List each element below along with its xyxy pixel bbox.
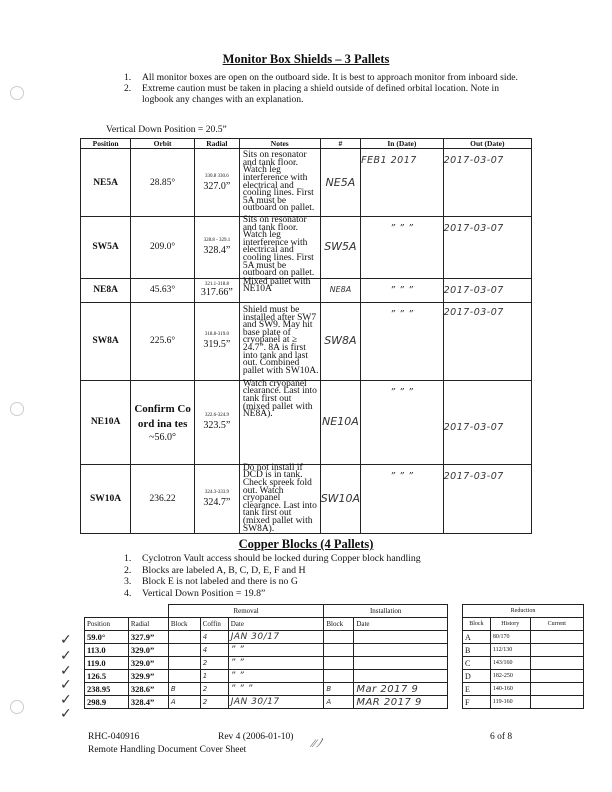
notes-cell: Mixed pallet with NE10A (239, 278, 320, 302)
punch-hole (10, 700, 24, 714)
table-row (81, 278, 532, 302)
table-header-row (85, 618, 448, 631)
reduction-title: Reduction (463, 605, 584, 618)
orbit-cell: 45.63° (131, 278, 195, 302)
confirm-coordinates-note: Confirm Co ord ina tes (134, 402, 191, 430)
list-item: 2. Extreme caution must be taken in placing a shield outside of defined orbital location. Note in logbook any changes with an explanation. (124, 83, 500, 106)
orbit-cell: 28.85° (131, 149, 195, 217)
page-title: Monitor Box Shields – 3 Pallets (222, 52, 390, 66)
installation-group-header: Installation (324, 605, 448, 618)
radial-cell: 328.8 - 329.1 328.4” (194, 217, 239, 279)
out-date-cell: 2017-03-07 (443, 278, 531, 302)
doc-id: RHC-040916 (88, 732, 140, 742)
checkmark-icon: ✓ (60, 648, 72, 664)
copper-notes-list (124, 553, 524, 599)
orbit-cell: 236.22 (131, 464, 195, 533)
radial-cell: 322.6-324.9 323.5” (194, 380, 239, 464)
notes-cell: Sits on resonator and tank floor. Watch leg interference with electrical and cooling lines. First 5A must be outboard on pallet. (239, 149, 320, 217)
table-row (81, 217, 532, 279)
table-group-header-row (85, 605, 448, 618)
number-cell: SW5A (320, 217, 360, 279)
col-header: Radial (128, 618, 168, 631)
table-row (81, 380, 532, 464)
table-row: B 112/130 (463, 644, 584, 657)
table-row: F 119-160 (463, 696, 584, 709)
checkmark-icon: ✓ (60, 692, 72, 708)
list-item: 1. Cyclotron Vault access should be locked during Copper block handling (124, 553, 421, 564)
col-header: Coffin (200, 618, 228, 631)
position-cell: SW5A (81, 217, 131, 279)
col-header: Position (81, 139, 131, 149)
vertical-position: Vertical Down Position = 20.5” (106, 124, 227, 135)
orbit-cell (131, 380, 195, 464)
position-cell: SW10A (81, 464, 131, 533)
table-row (81, 464, 532, 533)
table-row (81, 302, 532, 380)
punch-hole (10, 86, 24, 100)
radial-cell: 324.3-333.9 324.7” (194, 464, 239, 533)
position-cell: NE10A (81, 380, 131, 464)
table-row: 298.9 328.4” A 2 JAN 30/17 A MAR 2017 9 (85, 696, 448, 709)
checkmark-icon: ✓ (60, 663, 72, 679)
list-item: 1. All monitor boxes are open on the outboard side. It is best to approach monitor from inboard side. (124, 72, 518, 83)
col-header: Notes (239, 139, 320, 149)
copper-table (84, 604, 448, 709)
position-cell: SW8A (81, 302, 131, 380)
col-header: Date (354, 618, 448, 631)
notes-cell: Sits on resonator and tank floor. Watch leg interference with electrical and cooling lines. First 5A must be outboard on pallet. (239, 217, 320, 279)
notes-cell: Shield must be installed after SW7 and SW9. May hit base plate of cryopanel at ≥ 24.7”. 8A is first into tank and last out. Combined pallet with SW10A. (239, 302, 320, 380)
table-header-row: Block History Current (463, 618, 584, 631)
number-cell: NE8A (320, 278, 360, 302)
col-header: In (Date) (361, 139, 444, 149)
table-row: E 140-160 (463, 683, 584, 696)
page-number: 6 of 8 (490, 732, 513, 742)
in-date-cell: ” ” ” (361, 464, 444, 533)
in-date-cell: ” ” ” (361, 217, 444, 279)
table-row: 59.0° 327.9” 4 JAN 30/17 (85, 631, 448, 644)
position-cell: NE8A (81, 278, 131, 302)
number-cell: SW10A (320, 464, 360, 533)
in-date-cell: ” ” ” (361, 302, 444, 380)
number-cell: NE5A (320, 149, 360, 217)
revision: Rev 4 (2006-01-10) (218, 732, 294, 742)
notes-cell: Do not install if DCD is in tank. Check spreek fold out. Watch cryopanel clearance. Last into tank first out (mixed pallet with SW8A). (239, 464, 320, 533)
table-row: C 143/160 (463, 657, 584, 670)
list-item: 3. Block E is not labeled and there is no G (124, 576, 298, 588)
list-item: 4. Vertical Down Position = 19.8” (124, 587, 266, 599)
orbit-cell: 225.6° (131, 302, 195, 380)
copper-blocks-title: Copper Blocks (4 Pallets) (238, 537, 374, 551)
table-row: 113.0 329.0” 4 ” ” (85, 644, 448, 657)
punch-hole (10, 402, 24, 416)
out-date-cell: 2017-03-07 (443, 149, 531, 217)
shields-table (80, 138, 532, 534)
removal-group-header: Removal (168, 605, 324, 618)
table-row: 126.5 329.9” 1 ” ” (85, 670, 448, 683)
orbit-cell: 209.0° (131, 217, 195, 279)
reduction-table (462, 604, 584, 709)
checkmark-icon: ✓ (60, 677, 72, 693)
col-header: Block (168, 618, 200, 631)
notes-cell: Watch cryopanel clearance. Last into tank first out (mixed pallet with NE8A). (239, 380, 320, 464)
table-row: 119.0 329.0” 2 ” ” (85, 657, 448, 670)
out-date-cell: 2017-03-07 (443, 217, 531, 279)
table-row: 238.95 328.6” B 2 ” ” ” B Mar 2017 9 (85, 683, 448, 696)
orbit-value: ~56.0° (149, 431, 177, 443)
out-date-cell: 2017-03-07 (443, 464, 531, 533)
table-row: A 80/170 (463, 631, 584, 644)
notes-list (124, 72, 524, 106)
col-header: Out (Date) (443, 139, 531, 149)
col-header: # (320, 139, 360, 149)
in-date-cell: FEB1 2017 (361, 149, 444, 217)
out-date-cell: 2017-03-07 (443, 380, 531, 464)
checkmark-icon: ✓ (60, 632, 72, 648)
number-cell: SW8A (320, 302, 360, 380)
table-row: D 182-250 (463, 670, 584, 683)
radial-cell: 321.1-318.8 317.66” (194, 278, 239, 302)
col-header: Block (324, 618, 354, 631)
in-date-cell: ” ” ” (361, 380, 444, 464)
col-header: Date (228, 618, 324, 631)
checkmark-icon: ✓ (60, 706, 72, 722)
table-header-row (81, 139, 532, 149)
out-date-cell: 2017-03-07 (443, 302, 531, 380)
position-cell: NE5A (81, 149, 131, 217)
radial-cell: 330.8 330.6 327.0” (194, 149, 239, 217)
doc-title: Remote Handling Document Cover Sheet (88, 745, 247, 755)
list-item: 2. Blocks are labeled A, B, C, D, E, F and H (124, 564, 306, 576)
col-header: Position (85, 618, 129, 631)
col-header: Orbit (131, 139, 195, 149)
initials-mark-icon: ⁄⁄ﾉ (312, 736, 323, 750)
table-row (81, 149, 532, 217)
radial-cell: 318.8-319.0 319.5” (194, 302, 239, 380)
col-header: Radial (194, 139, 239, 149)
number-cell: NE10A (320, 380, 360, 464)
in-date-cell: ” ” ” (361, 278, 444, 302)
